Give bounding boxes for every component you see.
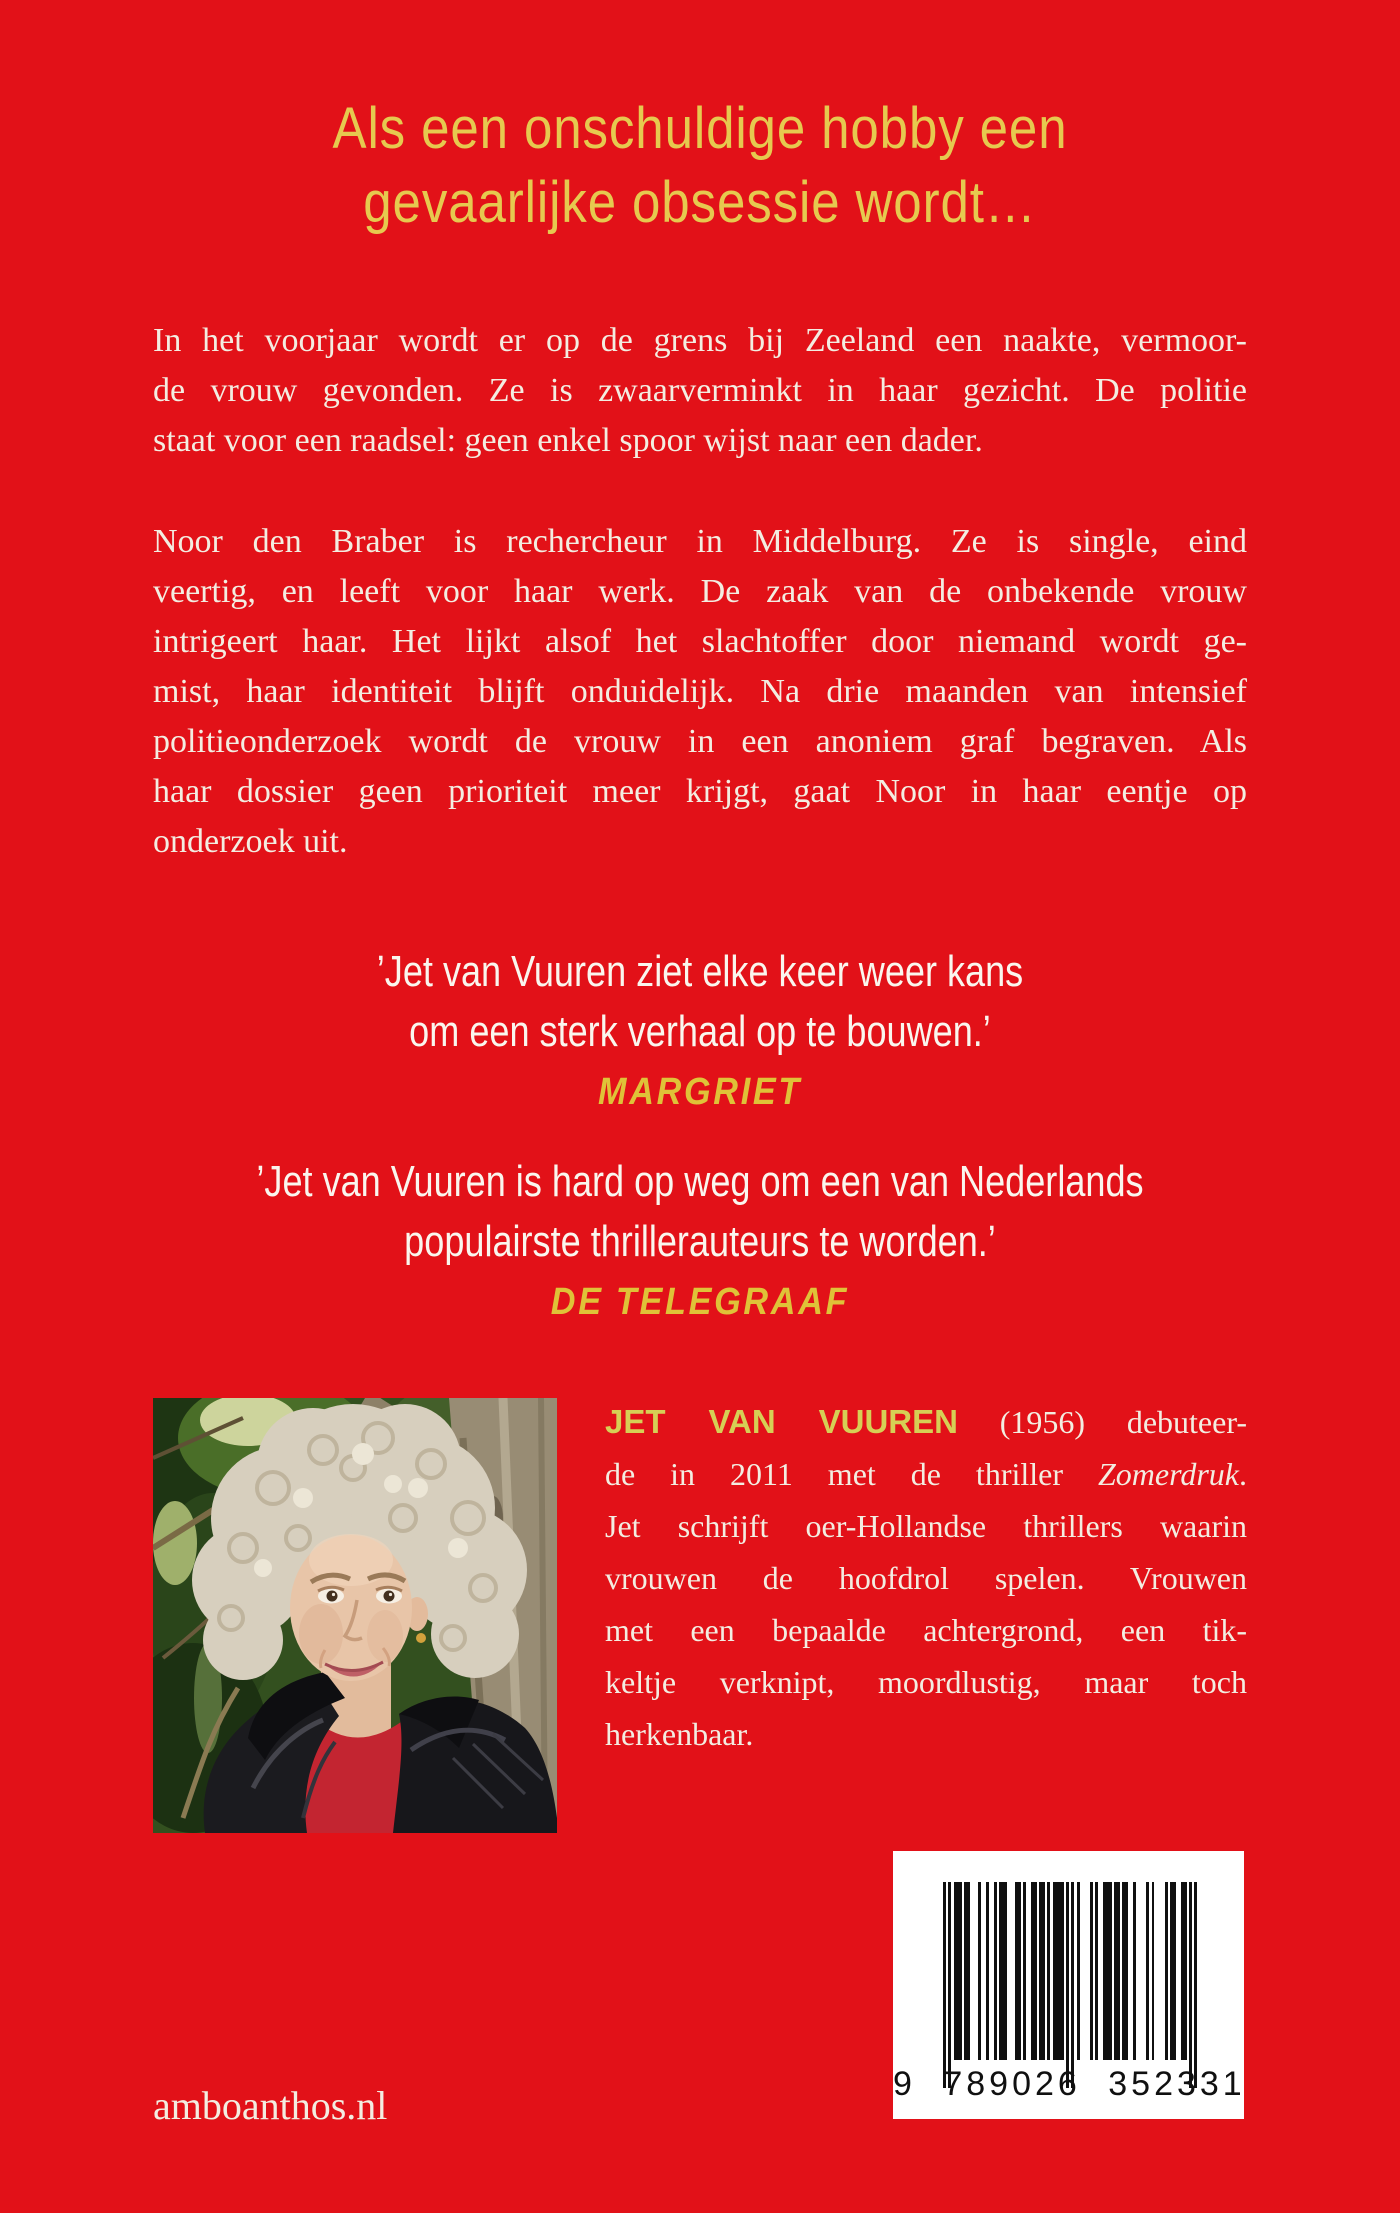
barcode-bar (1152, 1882, 1155, 2060)
quote-source: MARGRIET (598, 1071, 802, 1113)
barcode-bar (967, 1882, 970, 2060)
isbn-barcode-panel (893, 1851, 1244, 2119)
text-line: gevaarlijke obsessie wordt… (363, 170, 1037, 235)
barcode-bar (1066, 1882, 1069, 2088)
barcode-bar (1042, 1882, 1045, 2060)
barcode-bar (994, 1882, 997, 2060)
text-line (605, 1500, 1247, 1552)
barcode-bar (948, 1882, 951, 2088)
barcode-bar (1165, 1882, 1168, 2060)
text-line (605, 1448, 1247, 1500)
text-segment: met een bepaalde achtergrond, een tik- (605, 1612, 1247, 1648)
author-bio (605, 1396, 1247, 1760)
text-segment: vrouwen de hoofdrol spelen. Vrouwen (605, 1560, 1247, 1596)
barcode-bar (1090, 1882, 1093, 2060)
barcode-bar (1061, 1882, 1064, 2060)
barcode-bar (943, 1882, 946, 2088)
text-line: politieonderzoek wordt de vrouw in een anoniem graf begraven. Als (153, 723, 1247, 760)
author-photo-illustration (153, 1398, 557, 1833)
review-quote-telegraaf (0, 1152, 1400, 1324)
barcode-bar (1189, 1882, 1192, 2088)
barcode-bar (1133, 1882, 1136, 2060)
quote-line: populairste thrillerauteurs te worden.’ (404, 1217, 996, 1266)
text-line: staat voor een raadsel: geen enkel spoor wijst naar een dader. (153, 422, 983, 459)
barcode-bar (1117, 1882, 1120, 2060)
text-line: de vrouw gevonden. Ze is zwaarverminkt in haar gezicht. De politie (153, 372, 1247, 409)
quote-source: DE TELEGRAAF (550, 1281, 850, 1323)
text-line (605, 1604, 1247, 1656)
text-line (605, 1552, 1247, 1604)
barcode-bar (1146, 1882, 1149, 2060)
synopsis-paragraph-2 (153, 517, 1247, 867)
author-photo (153, 1398, 557, 1833)
text-line: onderzoek uit. (153, 823, 348, 860)
quote-line: ’Jet van Vuuren is hard op weg om een van Nederlands (256, 1157, 1144, 1206)
barcode-bar (1077, 1882, 1080, 2060)
barcode-bar (1004, 1882, 1007, 2060)
text-segment: Jet schrijft oer-Hollandse thrillers waarin (605, 1508, 1247, 1544)
text-line (605, 1396, 1247, 1448)
text-segment: Zomerdruk (1097, 1456, 1239, 1492)
barcode-bar (1023, 1882, 1026, 2060)
barcode-bar (1071, 1882, 1074, 2088)
author-name: JET VAN VUUREN (605, 1403, 958, 1440)
text-line (605, 1656, 1247, 1708)
text-line: In het voorjaar wordt er op de grens bij Zeeland een naakte, vermoor- (153, 322, 1247, 359)
barcode-bar (986, 1882, 989, 2060)
barcode-bar (1125, 1882, 1128, 2060)
barcode-bar (1109, 1882, 1112, 2060)
tagline (0, 92, 1400, 240)
isbn-number: 9 789026 352331 (893, 2065, 1246, 2103)
ean13-barcode (943, 1882, 1197, 2088)
barcode-bar (1194, 1882, 1197, 2088)
synopsis-paragraph-1 (153, 316, 1247, 466)
text-line: mist, haar identiteit blijft onduidelijk. Na drie maanden van intensief (153, 673, 1247, 710)
barcode-bar (1095, 1882, 1098, 2060)
text-line: Noor den Braber is rechercheur in Middelburg. Ze is single, eind (153, 523, 1247, 560)
barcode-bar (1184, 1882, 1187, 2060)
barcode-bar (1034, 1882, 1037, 2060)
text-segment: (1956) debuteer- (957, 1404, 1248, 1440)
text-line: haar dossier geen prioriteit meer krijgt, gaat Noor in haar eentje op (153, 773, 1247, 810)
text-segment: . (1239, 1456, 1247, 1492)
text-segment: herkenbaar. (605, 1716, 754, 1752)
barcode-bar (1018, 1882, 1021, 2060)
barcode-bar (978, 1882, 981, 2060)
barcode-bar (1047, 1882, 1050, 2060)
publisher-website: amboanthos.nl (153, 2083, 388, 2128)
barcode-bar (959, 1882, 962, 2060)
text-line (605, 1708, 1247, 1760)
text-segment: de in 2011 met de thriller (605, 1456, 1098, 1492)
barcode-bar (1173, 1882, 1176, 2060)
text-line: Als een onschuldige hobby een (332, 96, 1068, 161)
text-segment: keltje verknipt, moordlustig, maar toch (605, 1664, 1247, 1700)
text-line: intrigeert haar. Het lijkt alsof het slachtoffer door niemand wordt ge- (153, 623, 1247, 660)
review-quote-margriet (0, 942, 1400, 1114)
text-line: veertig, en leeft voor haar werk. De zaak van de onbekende vrouw (153, 573, 1247, 610)
quote-line: om een sterk verhaal op te bouwen.’ (409, 1007, 991, 1056)
quote-line: ’Jet van Vuuren ziet elke keer weer kans (376, 947, 1024, 996)
